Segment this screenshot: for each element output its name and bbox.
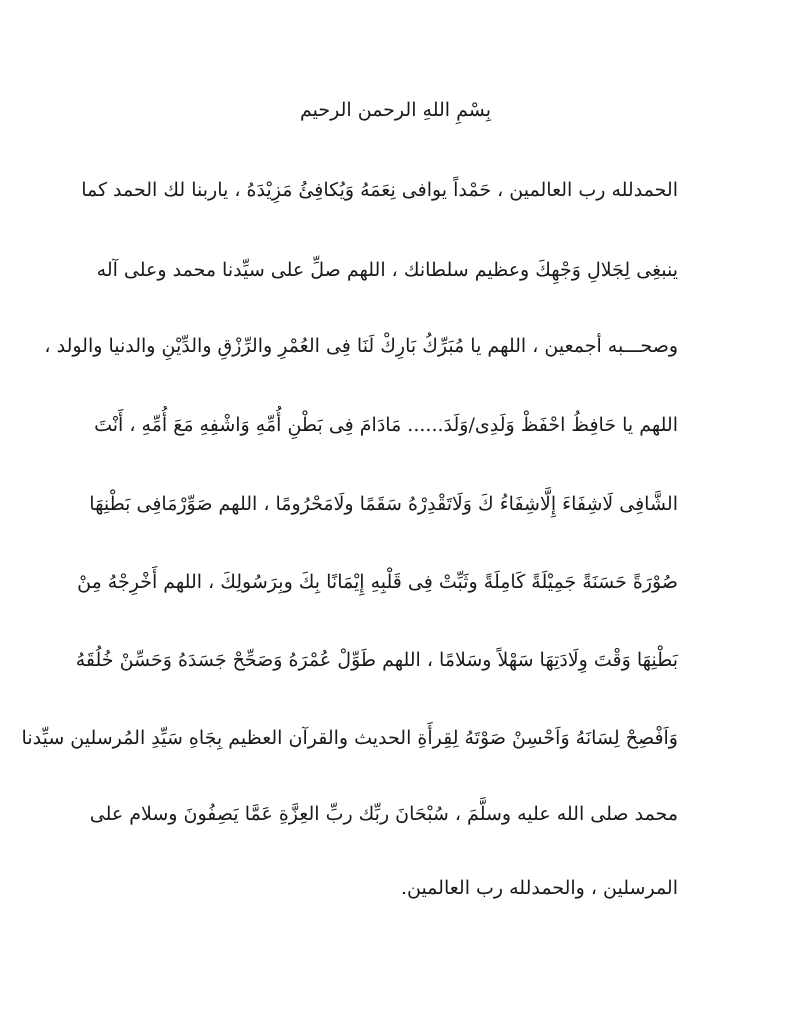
text-line: محمد صلى الله عليه وسلَّمَ ، سُبْحَانَ ربِّك ربِّ العِزَّةِ عَمَّا يَصِفُونَ وسلام على [89,803,678,825]
text-line: صُوْرَةً حَسَنَةً جَمِيْلَةً كَامِلَةً وثَبِّتْ فِى قَلْبِهِ إِيْمَانًا بِكَ وبِرَسُولِكَ ، اللهم أَخْرِجْهُ مِنْ [77,571,678,593]
text-line: الحمدلله رب العالمين ، حَمْداً يوافى نِعَمَهُ وَيُكافِئُ مَزِيْدَهُ ، ياربنا لك الحمد كما [81,179,678,201]
text-line: وَاَفْصِحْ لِسَانَهُ وَاَحْسِنْ صَوْتَهُ لِقِرأَةِ الحديث والقرآن العظيم بِجَاهِ سَيِّدِ المُرسلين سيِّدنا [21,727,678,749]
text-line: بَطْنِهَا وَقْتَ وِلَادَتِهَا سَهْلاً وسَلامًا ، اللهم طَوِّلْ عُمْرَهُ وَصَحِّحْ جَسَدَهُ وَحَسِّنْ خُلُقَهُ [75,649,678,671]
text-line: اللهم يا حَافِظُ احْفَظْ وَلَدِى/وَلَدَ...... مَادَامَ فِى بَطْنِ أُمِّهِ وَاشْفِهِ مَعَ أُمِّهِ ، أَنْتَ [94,414,678,436]
basmala-heading: بِسْمِ اللهِ الرحمن الرحيم [300,99,491,121]
text-line: ينبغِى لِجَلالِ وَجْهِكَ وعظيم سلطانك ، اللهم صلِّ على سيِّدنا محمد وعلى آله [96,259,678,281]
text-line: الشَّافِى لَاشِفَاءَ إِلَّاشِفَاءُ كَ وَلَاتَقْدِرْهُ سَقَمًا ولَامَحْرُومًا ، اللهم صَوِّرْمَافِى بَطْنِهَا [89,493,678,515]
text-line: وصحـــبه أجمعين ، اللهم يا مُبَرِّكُ بَارِكْ لَنَا فِى العُمْرِ والرِّزْقِ والدِّيْنِ والدنيا والولد ، [44,335,678,357]
text-line: المرسلين ، والحمدلله رب العالمين. [400,877,678,899]
